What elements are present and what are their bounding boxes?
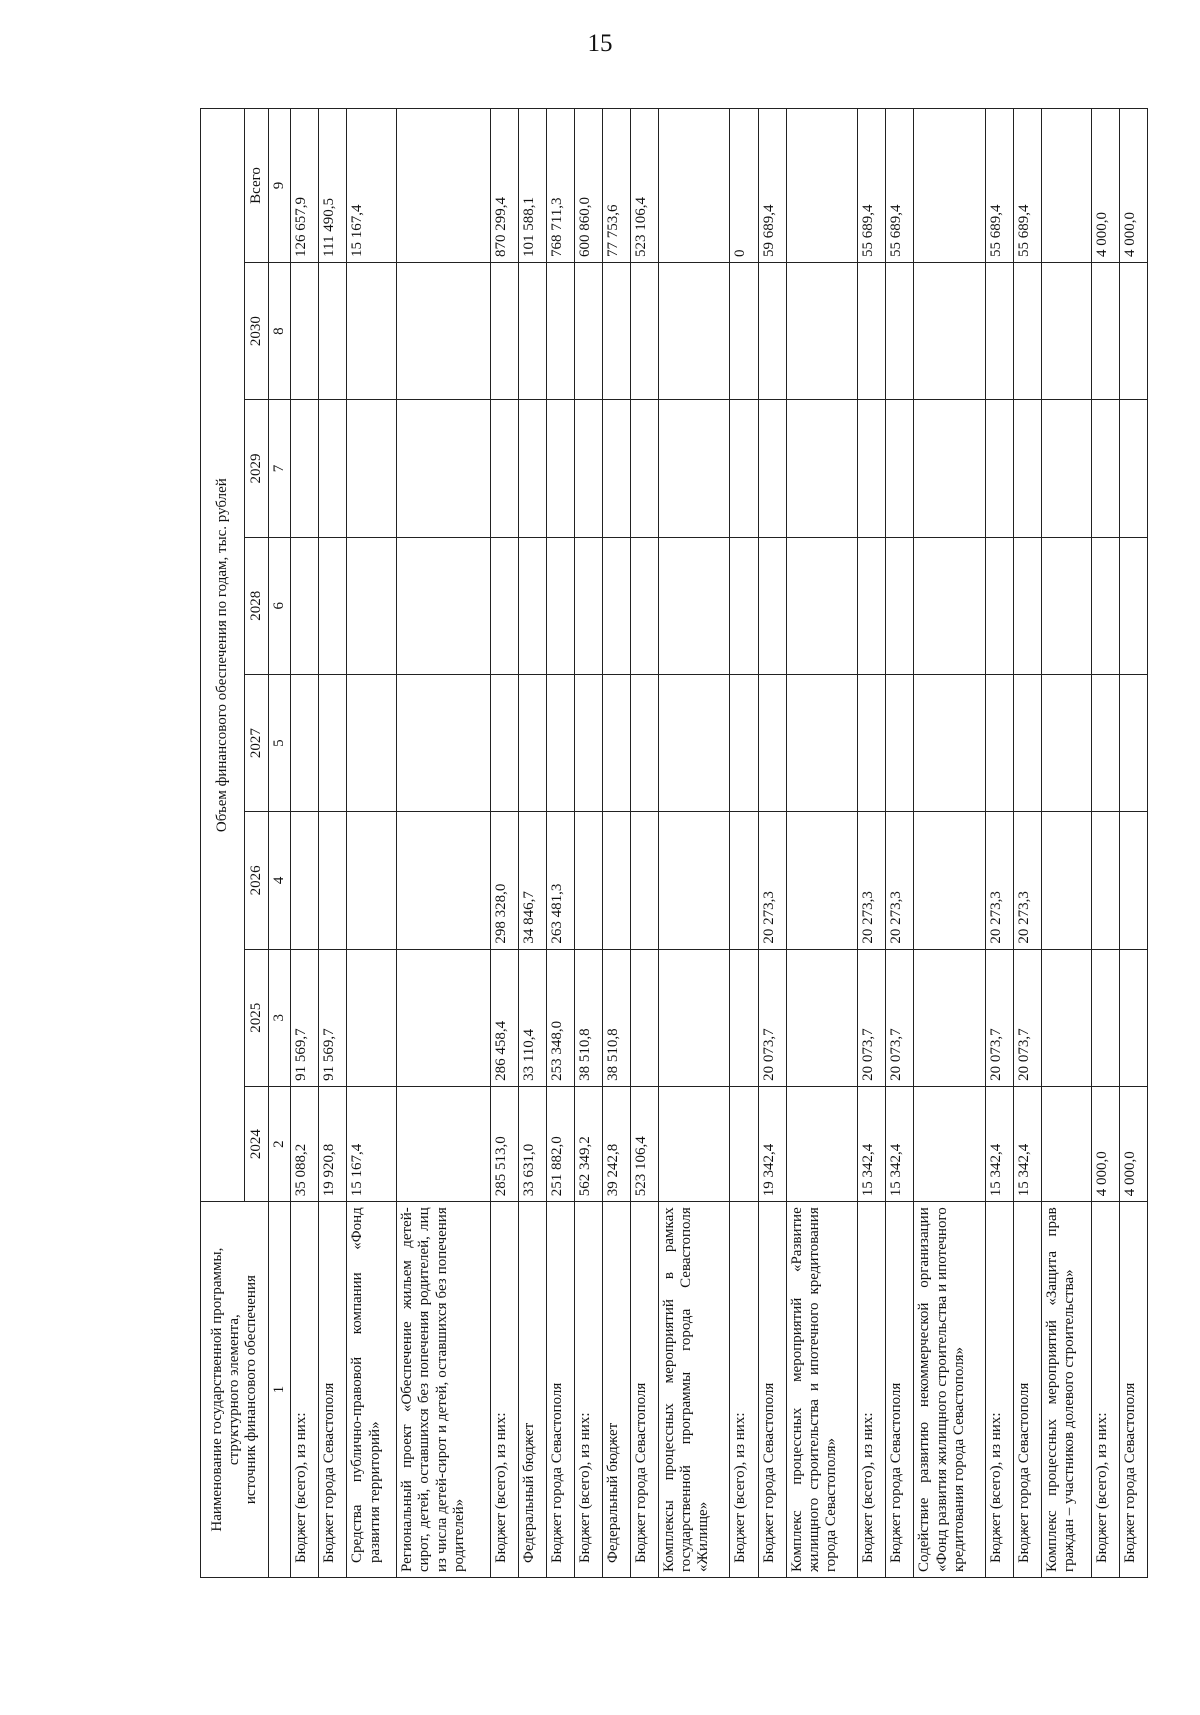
row-name: Бюджет города Севастополя	[886, 1202, 914, 1578]
row-value	[886, 400, 914, 537]
header-year: Всего	[245, 109, 269, 263]
row-value	[858, 400, 886, 537]
row-value	[1042, 400, 1092, 537]
row-value: 20 273,3	[886, 812, 914, 949]
row-name: Региональный проект «Обеспечение жильем детей-сирот, детей, оставшихся без попечения родителей, лиц из числа детей-сирот и детей, оставшихся без попечения родителей»	[397, 1202, 490, 1578]
row-value: 20 073,7	[886, 949, 914, 1086]
row-value: 15 167,4	[347, 109, 397, 263]
row-value	[858, 537, 886, 674]
table-row	[886, 109, 914, 1578]
row-value	[291, 400, 319, 537]
row-value	[397, 400, 490, 537]
row-name: Федеральный бюджет	[602, 1202, 630, 1578]
row-value	[730, 537, 758, 674]
column-number: 1	[269, 1202, 291, 1578]
row-value	[1119, 812, 1147, 949]
row-value	[914, 537, 986, 674]
table-row	[1119, 109, 1147, 1578]
row-value: 251 882,0	[546, 1086, 574, 1201]
column-number: 8	[269, 262, 291, 399]
header-year: 2029	[245, 400, 269, 537]
row-value	[758, 674, 786, 811]
row-value	[602, 812, 630, 949]
row-value	[630, 537, 658, 674]
row-value	[397, 537, 490, 674]
row-value	[1042, 674, 1092, 811]
header-year: 2027	[245, 674, 269, 811]
table-row	[730, 109, 758, 1578]
row-value	[758, 400, 786, 537]
row-value	[574, 262, 602, 399]
row-value	[602, 400, 630, 537]
row-value	[546, 674, 574, 811]
row-value: 523 106,4	[630, 109, 658, 263]
row-value: 126 657,9	[291, 109, 319, 263]
row-value	[786, 400, 858, 537]
row-value: 55 689,4	[858, 109, 886, 263]
row-value	[1119, 674, 1147, 811]
row-value: 20 273,3	[858, 812, 886, 949]
row-value: 286 458,4	[490, 949, 518, 1086]
row-value: 253 348,0	[546, 949, 574, 1086]
row-value: 55 689,4	[1013, 109, 1041, 263]
row-value	[730, 674, 758, 811]
row-value: 35 088,2	[291, 1086, 319, 1201]
row-value	[574, 537, 602, 674]
row-name: Федеральный бюджет	[518, 1202, 546, 1578]
row-value: 0	[730, 109, 758, 263]
header-year: 2028	[245, 537, 269, 674]
row-value	[347, 400, 397, 537]
row-value	[574, 674, 602, 811]
row-value	[630, 949, 658, 1086]
row-value	[630, 262, 658, 399]
row-value: 111 490,5	[319, 109, 347, 263]
row-value	[1013, 262, 1041, 399]
row-value	[1013, 537, 1041, 674]
row-value	[574, 400, 602, 537]
table-row	[758, 109, 786, 1578]
row-value	[1042, 812, 1092, 949]
row-value	[1042, 949, 1092, 1086]
header-year: 2026	[245, 812, 269, 949]
row-value	[658, 400, 730, 537]
row-value: 15 342,4	[886, 1086, 914, 1201]
row-value	[1119, 537, 1147, 674]
row-value	[1091, 949, 1119, 1086]
row-value	[730, 812, 758, 949]
row-value	[914, 109, 986, 263]
row-value	[490, 400, 518, 537]
rotated-table-frame	[200, 108, 1148, 1578]
row-value	[1119, 400, 1147, 537]
table-row	[630, 109, 658, 1578]
row-value	[914, 1086, 986, 1201]
row-value	[490, 537, 518, 674]
row-value	[319, 400, 347, 537]
row-value: 870 299,4	[490, 109, 518, 263]
row-name: Содействие развитию некоммерческой организации «Фонд развития жилищного строительства и ипотечного кредитования города Севастополя»	[914, 1202, 986, 1578]
table-row	[490, 109, 518, 1578]
row-value	[786, 674, 858, 811]
row-value: 20 073,7	[985, 949, 1013, 1086]
row-value	[786, 1086, 858, 1201]
rotated-table-container	[200, 108, 1148, 1578]
row-name: Бюджет (всего), из них:	[291, 1202, 319, 1578]
row-value: 4 000,0	[1119, 109, 1147, 263]
row-value	[658, 262, 730, 399]
row-value: 91 569,7	[291, 949, 319, 1086]
row-value	[914, 949, 986, 1086]
table-row	[602, 109, 630, 1578]
row-value	[1013, 400, 1041, 537]
row-value: 19 920,8	[319, 1086, 347, 1201]
row-value	[319, 812, 347, 949]
row-value	[602, 674, 630, 811]
header-year: 2025	[245, 949, 269, 1086]
row-value	[291, 262, 319, 399]
row-name: Комплекс процессных мероприятий «Развитие жилищного строительства и ипотечного кредитования города Севастополя»	[786, 1202, 858, 1578]
row-value	[546, 400, 574, 537]
row-value: 38 510,8	[602, 949, 630, 1086]
row-value: 298 328,0	[490, 812, 518, 949]
row-value	[397, 262, 490, 399]
row-value	[758, 262, 786, 399]
row-value	[397, 109, 490, 263]
row-value	[658, 812, 730, 949]
table-row	[858, 109, 886, 1578]
row-value: 55 689,4	[886, 109, 914, 263]
row-value: 101 588,1	[518, 109, 546, 263]
row-value: 91 569,7	[319, 949, 347, 1086]
row-value	[730, 1086, 758, 1201]
row-value	[630, 812, 658, 949]
table-row	[546, 109, 574, 1578]
row-value	[1119, 262, 1147, 399]
row-value	[1042, 109, 1092, 263]
row-value	[886, 674, 914, 811]
row-value	[786, 537, 858, 674]
row-name: Бюджет города Севастополя	[546, 1202, 574, 1578]
table-row	[786, 109, 858, 1578]
row-value	[858, 674, 886, 811]
row-value: 15 342,4	[1013, 1086, 1041, 1201]
row-value	[347, 674, 397, 811]
row-value: 34 846,7	[518, 812, 546, 949]
row-value	[658, 1086, 730, 1201]
row-value: 38 510,8	[574, 949, 602, 1086]
row-value: 600 860,0	[574, 109, 602, 263]
row-value: 20 273,3	[758, 812, 786, 949]
row-value	[1042, 537, 1092, 674]
table-row	[914, 109, 986, 1578]
row-name: Комплексы процессных мероприятий в рамках государственной программы города Севастополя «Жилище»	[658, 1202, 730, 1578]
row-value	[658, 537, 730, 674]
row-value: 33 110,4	[518, 949, 546, 1086]
row-value	[1091, 400, 1119, 537]
row-value	[319, 537, 347, 674]
row-value: 15 342,4	[858, 1086, 886, 1201]
row-value	[914, 400, 986, 537]
row-value: 263 481,3	[546, 812, 574, 949]
row-value	[786, 262, 858, 399]
row-value	[397, 949, 490, 1086]
row-value	[985, 674, 1013, 811]
row-value: 33 631,0	[518, 1086, 546, 1201]
table-row	[985, 109, 1013, 1578]
row-value	[546, 262, 574, 399]
row-value	[319, 262, 347, 399]
row-value: 285 513,0	[490, 1086, 518, 1201]
row-value	[730, 262, 758, 399]
row-name: Бюджет (всего), из них:	[574, 1202, 602, 1578]
table-row	[1042, 109, 1092, 1578]
row-value	[786, 109, 858, 263]
row-value	[658, 674, 730, 811]
column-number: 3	[269, 949, 291, 1086]
row-value	[347, 812, 397, 949]
row-name: Бюджет (всего), из них:	[490, 1202, 518, 1578]
row-value: 20 273,3	[1013, 812, 1041, 949]
row-value	[858, 262, 886, 399]
row-name: Средства публично-правовой компании «Фонд развития территорий»	[347, 1202, 397, 1578]
row-value	[291, 812, 319, 949]
row-value	[518, 262, 546, 399]
row-value	[786, 949, 858, 1086]
row-value: 15 167,4	[347, 1086, 397, 1201]
row-value: 4 000,0	[1119, 1086, 1147, 1201]
row-value	[291, 537, 319, 674]
row-value: 59 689,4	[758, 109, 786, 263]
row-value: 562 349,2	[574, 1086, 602, 1201]
row-value	[630, 674, 658, 811]
row-value	[1042, 1086, 1092, 1201]
table-row	[574, 109, 602, 1578]
row-name: Бюджет (всего), из них:	[858, 1202, 886, 1578]
row-value	[630, 400, 658, 537]
row-name: Бюджет города Севастополя	[1013, 1202, 1041, 1578]
column-number-row	[269, 109, 291, 1578]
column-number: 9	[269, 109, 291, 263]
row-value	[347, 537, 397, 674]
row-value: 523 106,4	[630, 1086, 658, 1201]
row-value: 20 073,7	[858, 949, 886, 1086]
row-value	[397, 1086, 490, 1201]
row-value: 19 342,4	[758, 1086, 786, 1201]
row-value	[602, 262, 630, 399]
row-value	[1091, 537, 1119, 674]
row-value	[1091, 262, 1119, 399]
row-value	[730, 949, 758, 1086]
row-value	[886, 537, 914, 674]
row-value	[397, 674, 490, 811]
header-volume-title: Объем финансового обеспечения по годам, тыс. рублей	[201, 109, 245, 1202]
row-value	[786, 812, 858, 949]
row-value: 77 753,6	[602, 109, 630, 263]
column-number: 2	[269, 1086, 291, 1201]
row-value	[914, 674, 986, 811]
row-name: Комплекс процессных мероприятий «Защита прав граждан – участников долевого строительства»	[1042, 1202, 1092, 1578]
row-value	[658, 109, 730, 263]
row-value	[319, 674, 347, 811]
column-number: 4	[269, 812, 291, 949]
row-value	[546, 537, 574, 674]
row-value	[1091, 674, 1119, 811]
table-row	[319, 109, 347, 1578]
table-row	[291, 109, 319, 1578]
table-row	[658, 109, 730, 1578]
row-value	[397, 812, 490, 949]
row-name: Бюджет (всего), из них:	[985, 1202, 1013, 1578]
row-value	[985, 262, 1013, 399]
row-value	[518, 674, 546, 811]
row-value	[1091, 812, 1119, 949]
row-value	[518, 537, 546, 674]
header-year: 2024	[245, 1086, 269, 1201]
row-value	[914, 262, 986, 399]
row-value	[574, 812, 602, 949]
row-value	[758, 537, 786, 674]
row-value: 39 242,8	[602, 1086, 630, 1201]
table-row	[347, 109, 397, 1578]
row-value	[602, 537, 630, 674]
table-row	[397, 109, 490, 1578]
row-value: 20 073,7	[1013, 949, 1041, 1086]
row-value	[914, 812, 986, 949]
row-value: 20 273,3	[985, 812, 1013, 949]
row-value: 4 000,0	[1091, 109, 1119, 263]
row-name: Бюджет города Севастополя	[1119, 1202, 1147, 1578]
row-name: Бюджет города Севастополя	[630, 1202, 658, 1578]
row-value	[518, 400, 546, 537]
row-value	[1013, 674, 1041, 811]
row-value	[490, 262, 518, 399]
row-value: 768 711,3	[546, 109, 574, 263]
page-number: 15	[587, 30, 613, 57]
row-value: 15 342,4	[985, 1086, 1013, 1201]
row-value	[985, 537, 1013, 674]
table-row	[518, 109, 546, 1578]
row-value	[347, 949, 397, 1086]
row-name: Бюджет (всего), из них:	[1091, 1202, 1119, 1578]
row-value: 20 073,7	[758, 949, 786, 1086]
row-value	[886, 262, 914, 399]
row-value	[985, 400, 1013, 537]
row-name: Бюджет города Севастополя	[319, 1202, 347, 1578]
column-number: 7	[269, 400, 291, 537]
row-value	[490, 674, 518, 811]
financing-table	[200, 108, 1148, 1578]
column-number: 5	[269, 674, 291, 811]
row-value	[658, 949, 730, 1086]
row-name: Бюджет города Севастополя	[758, 1202, 786, 1578]
row-value	[291, 674, 319, 811]
column-number: 6	[269, 537, 291, 674]
row-value: 55 689,4	[985, 109, 1013, 263]
table-row	[1013, 109, 1041, 1578]
row-value	[1119, 949, 1147, 1086]
row-value	[730, 400, 758, 537]
row-value	[1042, 262, 1092, 399]
table-row	[1091, 109, 1119, 1578]
header-year: 2030	[245, 262, 269, 399]
row-value: 4 000,0	[1091, 1086, 1119, 1201]
row-value	[347, 262, 397, 399]
header-name-column: Наименование государственной программы, структурного элемента, источник финансового обеспечения	[201, 1202, 269, 1578]
row-name: Бюджет (всего), из них:	[730, 1202, 758, 1578]
